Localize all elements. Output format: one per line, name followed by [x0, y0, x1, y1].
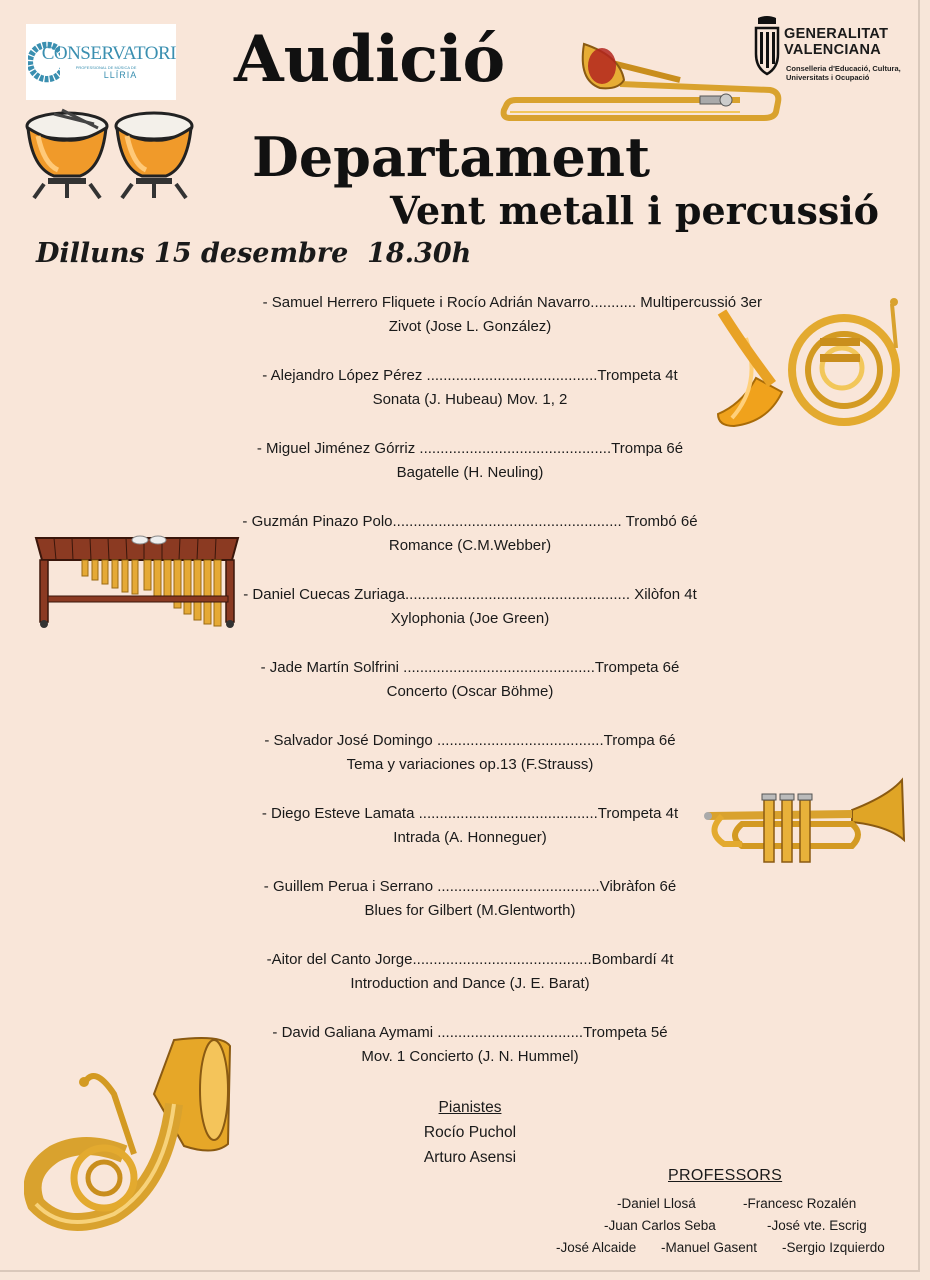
program-item	[150, 364, 790, 412]
title-audicio: Audició	[234, 22, 506, 97]
piece-line: Blues for Gilbert (M.Glentworth)	[364, 902, 576, 919]
professor-name: -Sergio Izquierdo	[782, 1240, 885, 1255]
performer-line: - Daniel Cuecas Zuriaga...................................................... Xilòfon 4t	[243, 586, 697, 603]
program-item	[150, 1021, 790, 1069]
program-item	[150, 291, 790, 339]
piece-line: Mov. 1 Concierto (J. N. Hummel)	[361, 1048, 579, 1065]
gva-name-line2: VALENCIANA	[784, 42, 881, 58]
piece-line: Concerto (Oscar Böhme)	[386, 683, 554, 700]
professor-name: -Daniel Llosá	[617, 1196, 696, 1211]
piece-line: Tema y variaciones op.13 (F.Strauss)	[346, 756, 594, 773]
performer-line: - David Galiana Aymami ...................................Trompeta 5é	[272, 1024, 668, 1041]
performer-line: - Alejandro López Pérez .........................................Trompeta 4t	[262, 367, 678, 384]
program-item	[150, 875, 790, 923]
performer-line: -Aitor del Canto Jorge...........................................Bombardí 4t	[266, 951, 674, 968]
piece-line: Intrada (A. Honneguer)	[393, 829, 547, 846]
program-item	[150, 802, 790, 850]
piece-line: Xylophonia (Joe Green)	[390, 610, 550, 627]
pianist-name: Rocío Puchol	[423, 1124, 517, 1141]
program-item	[150, 656, 790, 704]
trombone-icon	[500, 40, 782, 130]
conservatori-name: CONSERVATORI	[41, 43, 176, 64]
piece-line: Zivot (Jose L. González)	[388, 318, 552, 335]
performer-line: - Diego Esteve Lamata ...........................................Trompeta 4t	[261, 805, 679, 822]
pianist-name: Arturo Asensi	[423, 1149, 517, 1166]
title-departament: Departament	[252, 125, 651, 189]
euphonium-icon	[24, 1034, 234, 1234]
professor-name: -Manuel Gasent	[661, 1240, 758, 1255]
piece-line: Sonata (J. Hubeau) Mov. 1, 2	[372, 391, 568, 408]
professor-name: -Francesc Rozalén	[743, 1196, 857, 1211]
program-list	[150, 291, 790, 1094]
gva-name-line1: GENERALITAT	[784, 26, 889, 42]
gva-sub-line2: Universitats i Ocupació	[786, 73, 870, 82]
performer-line: - Guzmán Pinazo Polo....................................................... Trombó 6é	[242, 513, 698, 530]
piece-line: Bagatelle (H. Neuling)	[396, 464, 544, 481]
professor-name: -José Alcaide	[556, 1240, 637, 1255]
performer-line: - Jade Martín Solfrini ..............................................Trompeta 6é	[260, 659, 680, 676]
title-department-name: Vent metall i percussió	[390, 188, 880, 233]
pianists-section	[360, 1095, 580, 1170]
program-item	[150, 510, 790, 558]
program-item	[150, 948, 790, 996]
professor-name: -Juan Carlos Seba	[604, 1218, 716, 1233]
pianists-heading: Pianistes	[438, 1099, 502, 1116]
conservatori-logo	[26, 24, 176, 100]
program-item	[150, 583, 790, 631]
professor-name: -José vte. Escrig	[767, 1218, 867, 1233]
conservatori-city: LLÍRIA	[103, 70, 138, 80]
piece-line: Introduction and Dance (J. E. Barat)	[350, 975, 590, 992]
gva-subtitle	[786, 64, 901, 82]
gva-sub-line1: Conselleria d'Educació, Cultura,	[786, 64, 901, 73]
performer-line: - Guillem Perua i Serrano .......................................Vibràfon 6é	[263, 878, 677, 895]
performer-line: - Salvador José Domingo ........................................Trompa 6é	[264, 732, 676, 749]
program-item	[150, 437, 790, 485]
professors-heading: PROFESSORS	[668, 1167, 783, 1184]
trumpet-icon	[702, 776, 906, 870]
gva-name	[784, 26, 888, 58]
performer-line: - Miguel Jiménez Górriz ..............................................Trompa 6é	[256, 440, 684, 457]
conservatori-sub: PROFESSIONAL DE MÚSICA DE	[75, 65, 137, 70]
program-item	[150, 729, 790, 777]
performer-line: - Samuel Herrero Fliquete i Rocío Adrián Navarro........... Multipercussió 3er	[262, 294, 762, 311]
event-date: Dilluns 15 desembre 18.30h	[36, 238, 472, 269]
timpani-icon	[24, 106, 199, 202]
piece-line: Romance (C.M.Webber)	[388, 537, 552, 554]
